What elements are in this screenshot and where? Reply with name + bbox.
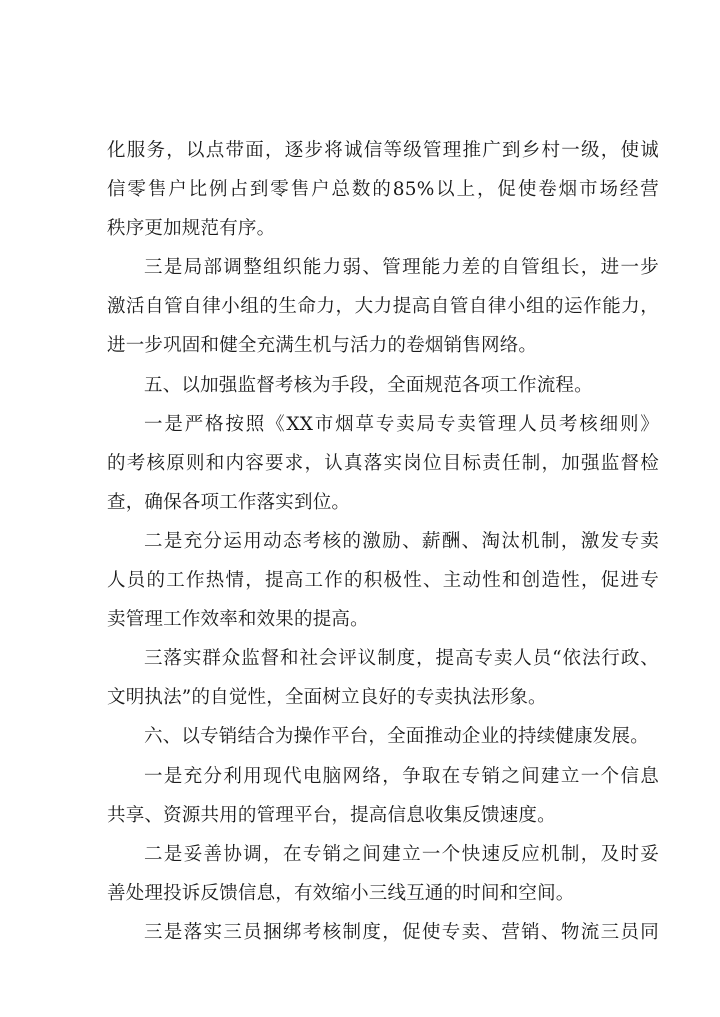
text-line: 化服务，以点带面，逐步将诚信等级管理推广到乡村一级，使诚 xyxy=(107,140,659,161)
text-line: 查，确保各项工作落实到位。 xyxy=(107,491,351,513)
text-line: 进一步巩固和健全充满生机与活力的卷烟销售网络。 xyxy=(107,335,538,357)
text-line: 五、以加强监督考核为手段，全面规范各项工作流程。 xyxy=(144,374,593,396)
text-line: 三落实群众监督和社会评议制度，提高专卖人员“依法行政、 xyxy=(144,648,659,670)
text-line: 一是充分利用现代电脑网络，争取在专销之间建立一个信息 xyxy=(144,765,659,787)
text-line: 共享、资源共用的管理平台，提高信息收集反馈速度。 xyxy=(107,804,556,826)
text-line: 秩序更加规范有序。 xyxy=(107,218,276,240)
text-line: 的考核原则和内容要求，认真落实岗位目标责任制，加强监督检 xyxy=(107,452,659,474)
text-line: 三是落实三员捆绑考核制度，促使专卖、营销、物流三员同 xyxy=(144,921,659,943)
text-line: 文明执法”的自觉性，全面树立良好的专卖执法形象。 xyxy=(107,687,547,709)
text-line: 卖管理工作效率和效果的提高。 xyxy=(107,609,369,631)
text-line: 三是局部调整组织能力弱、管理能力差的自管组长，进一步 xyxy=(144,257,659,279)
text-line: 激活自管自律小组的生命力，大力提高自管自律小组的运作能力， xyxy=(107,296,659,318)
text-line: 二是充分运用动态考核的激励、薪酬、淘汰机制，激发专卖 xyxy=(144,530,659,552)
document-body xyxy=(107,131,659,952)
text-line: 信零售户比例占到零售户总数的85%以上，促使卷烟市场经营 xyxy=(107,179,659,201)
text-line: 善处理投诉反馈信息，有效缩小三线互通的时间和空间。 xyxy=(107,882,575,904)
text-line: 六、以专销结合为操作平台，全面推动企业的持续健康发展。 xyxy=(144,726,649,748)
text-line: 人员的工作热情，提高工作的积极性、主动性和创造性，促进专 xyxy=(107,570,659,592)
text-line: 一是严格按照《XX市烟草专卖局专卖管理人员考核细则》 xyxy=(144,413,659,435)
text-line: 二是妥善协调，在专销之间建立一个快速反应机制，及时妥 xyxy=(144,843,659,865)
